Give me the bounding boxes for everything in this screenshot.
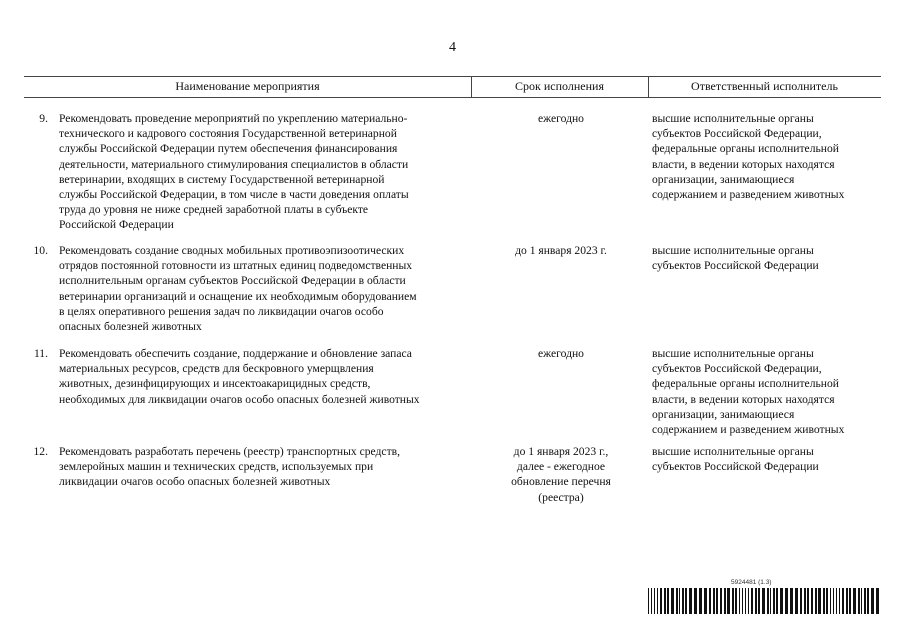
row-responsible: высшие исполнительные органы субъектов Российской Федерации	[652, 244, 819, 273]
header-term: Срок исполнения	[515, 79, 604, 93]
row-number: 11.	[33, 347, 48, 360]
row-responsible: высшие исполнительные органы субъектов Российской Федерации, федеральные органы исполнительной власти, в ведении которых находятся организации, занимающиеся содержанием и разведением животных	[652, 347, 845, 437]
header-name: Наименование мероприятия	[175, 79, 320, 93]
row-measure: Рекомендовать разработать перечень (реестр) транспортных средств, землеройных машин и технических средств, используемых при ликвидации очагов особо опасных болезней животных	[59, 445, 401, 489]
row-responsible: высшие исполнительные органы субъектов Российской Федерации, федеральные органы исполнительной власти, в ведении которых находятся организации, занимающиеся содержанием и разведением животных	[652, 112, 845, 202]
table-header-bottom-rule	[24, 97, 881, 98]
barcode-label: 5924481 (1.3)	[731, 579, 772, 586]
row-number: 9.	[39, 112, 48, 125]
barcode	[648, 588, 884, 614]
row-number: 12.	[33, 445, 48, 458]
row-measure: Рекомендовать проведение мероприятий по укреплению материально- технического и кадрового состояния Государственной ветеринарной службы Российской Федерации путем обеспечения финансирования деятельности, материального стимулирования специалистов в области ветеринарии, входящих в систему Государственной ветеринарной службы Российской Федерации, в том числе в части доведения оплаты труда до уровня не ниже средней заработной платы в субъекте Российской Федерации	[59, 112, 409, 232]
row-term: ежегодно	[538, 347, 584, 360]
row-responsible: высшие исполнительные органы субъектов Российской Федерации	[652, 445, 819, 474]
table-header-top-rule	[24, 76, 881, 77]
row-term: до 1 января 2023 г.	[515, 244, 607, 257]
row-number: 10.	[33, 244, 48, 257]
row-measure: Рекомендовать обеспечить создание, поддержание и обновление запаса материальных ресурсов, средств для бескровного умерщвления животных, дезинфицирующих и инсектоакарицидных средств, необходимых для ликвидации очагов особо опасных болезней животных	[59, 347, 420, 406]
row-measure: Рекомендовать создание сводных мобильных противоэпизоотических отрядов постоянной готовности из штатных единиц подведомственных исполнительным органам субъектов Российской Федерации в области ветеринарии организаций и оснащение их необходимым оборудованием в целях оперативного решения задач по ликвидации очагов особо опасных болезней животных	[59, 244, 417, 334]
row-term: до 1 января 2023 г., далее - ежегодное обновление перечня (реестра)	[511, 445, 611, 504]
row-term: ежегодно	[538, 112, 584, 125]
page-number: 4	[449, 40, 456, 55]
header-responsible: Ответственный исполнитель	[691, 79, 838, 93]
